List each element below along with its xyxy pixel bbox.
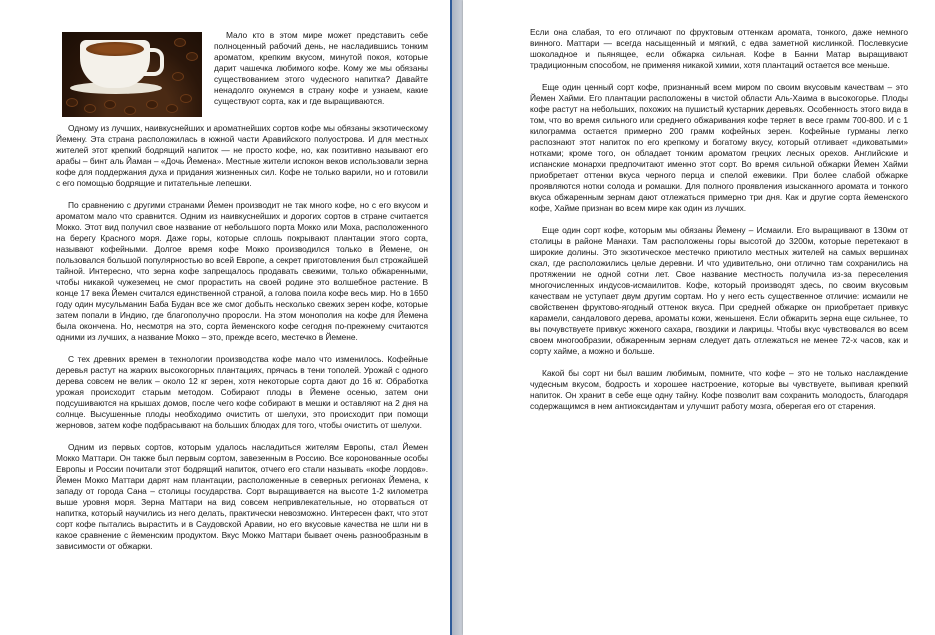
intro-paragraph: Мало кто в этом мире может представить себе полноценный рабочий день, не насладившись тонким ароматом, крепким вкусом, минутой покоя, которые дарит чашечка любимого кофе. Кому же мы обязаны существованием этого чудесного напитка? Давайте ненадолго окунемся в страну кофе и узнаем, какие существуют сорта, как и где выращиваются. (214, 30, 428, 106)
paragraph: Еще один сорт кофе, которым мы обязаны Йемену – Исмаили. Его выращивают в 130км от столицы в районе Манахи. Там расположены горы высотой до 3200м, которые перетекают в широкие долины. Это экзотическое местечко приютило местных жителей на самых вершинах скал, где расположились целые деревни. И что удивительно, они отлично там сохранились на протяжении не одной сотни лет. Свое название местность получила из-за переселения многочисленных индусов-исмаилитов. Кофе, который производят здесь, по своим вкусовым качествам не уступает двум другим сортам. Но у него есть существенное отличие: исмаили не свойственен фруктово-ягодный оттенок вкуса. При средней обжарке он приобретает привкус карамели, сандалового дерева, ароматы кожи, женьшеня. Если обжарить зерна еще сильнее, то вы почувствуете привкус жженого сахара, гвоздики и лакрицы. Чтобы вкус чувствовался во всем своем многообразии, обжаренным зернам следует дать отлежаться не менее 72-х часов, как и сорту хайме, а можно и больше. (530, 225, 908, 356)
paragraph: Какой бы сорт ни был вашим любимым, помните, что кофе – это не только наслаждение чудесным вкусом, бодрость и хорошее настроение, которые вы чувствуете, выпивая крепкий напиток. Он хранит в себе еще одну тайну. Кофе позволит вам сохранить молодость, благодаря содержащимся в нем антиоксидантам и улучшит работу мозга, оберегая его от старения. (530, 368, 908, 411)
paragraph: Еще один ценный сорт кофе, признанный всем миром по своим вкусовым качествам – это Йемен Хайми. Его плантации расположены в чистой области Аль-Хаима в высокогорье. Плоды кофе растут на небольших, похожих на пушистый кустарник деревьях. Особенность этого вида в том, что во время сильного или среднего обжаривания кофе теряет в весе грамм 700-800. И с 1 килограмма остается примерно 200 грамм кофейных зерен. Кофейные гурманы легко распознают этот напиток по его крепкому и богатому вкусу, который отливает «диковатыми» нотками; кроме того, он обладает тонким ароматом грецких лесных орехов. Английские и испанские монархи предпочитают именно этот сорт. Во время сильной обжарки Йемен Хайми приобретает оттенки вкуса черного перца и спелой ежевики. При более слабой обжарке проявляются нотки солода и ромашки. Для полного проявления изысканного аромата и тонкого вкуса обжаренным зернам дают отлежаться примерно три дня. Как и другие сорта йеменского кофе, Хайме признан во всем мире как один из лучших. (530, 82, 908, 213)
paragraph: По сравнению с другими странами Йемен производит не так много кофе, но с его вкусом и ароматом мало что сравнится. Одним из наивкуснейших и дорогих сортов в стране считается Мокко. Этот вид получил свое название от небольшого порта Мокко или Моха, расположенного на берегу Красного моря. Даже горы, которые сплошь покрывают плантации этого сорта, называют кофейными. Долгое время кофе Мокко производился только в Йемене, он пользовался большой популярностью во всей Европе, а секрет приготовления был строжайшей тайной. Интересно, что зерна кофе запрещалось продавать свежими, только обжаренными, чтобы никакой чужеземец не смог прорастить на своей родине это волшебное растение. В конце 17 века Йемен считался единственной страной, а голова поила кофе весь мир. Но в 1650 году один мусульманин Баба Будан все же смог добыть несколько свежих зерен кофе, которые затем попали в Индию, где благополучно проросли. На этом монополия на кофе для Йемена была окончена. Но, несмотря на это, сорта йеменского кофе сегодня по-прежнему считаются одними из лучших, а название Мокко – это, прежде всего, местечко в Йемене. (56, 200, 428, 342)
page-gutter (450, 0, 463, 635)
document-page-right (463, 0, 935, 635)
paragraph: Если она слабая, то его отличают по фруктовым оттенкам аромата, тонкого, даже немного винного. Маттари — всегда насыщенный и мягкий, с едва заметной кислинкой. Послевкусие шоколадное и пьянящее, если обжарка сильная. Кофе в Банни Матар выращивают традиционным способом, не применяя никакой химии, хотя плантаций остается все меньше. (530, 27, 908, 70)
paragraph: С тех древних времен в технологии производства кофе мало что изменилось. Кофейные деревья растут на жарких высокогорных плантациях, прячась в тени тополей. Урожай с одного дерева совсем не велик – около 12 кг зерен, хотя некоторые сорта дают до 16 кг. Обработка урожая происходит старым методом. Собирают плоды в Йемене осенью, затем они подсушиваются на крышах домов, после чего кофе собирают в мешки и оставляют на 2 дня на солнце. Высушенные плоды необходимо очистить от шелухи, это происходит при помощи жерновов, затем кофе подбрасывают на больших блюдах для того, чтобы очистить от шелухи. (56, 354, 428, 430)
right-column-text (530, 27, 908, 423)
paragraph: Одним из первых сортов, которым удалось насладиться жителям Европы, стал Йемен Мокко Маттари. Он также был первым сортом, завезенным в Россию. Все коронованные особы Европы и России почитали этот бодрящий напиток, отчего его стали называть «кофе лордов». Йемен Мокко Маттари дарят нам плантации, расположенные в северных регионах Йемена, к западу от города Сана – столицы государства. Сорт выращивается на высоте 1-2 километра выше уровня моря. Зерна Маттари на вид совсем непривлекательные, но оторваться от напитка, который научились из него делать, практически невозможно. Интересен факт, что этот сорт кофе пытались вырастить и в Саудовской Аравии, но его вкусовые качества не шли ни в какое сравнение с йеменским продуктом. Вкус Мокко Маттари бывает очень разнообразным в зависимости от обжарки. (56, 442, 428, 551)
coffee-cup-photo (62, 32, 202, 117)
left-column-text (56, 30, 428, 563)
paragraph: Одному из лучших, наивкуснейших и ароматнейших сортов кофе мы обязаны экзотическому Йемену. Эта страна расположилась в южной части Аравийского полуострова. И для местных жителей этот крепкий бодрящий напиток — не просто кофе, но, как позитивно называют его арабы – бинт аль Йаман – «Дочь Йемена». Местные жители испокон веков использовали зерна кофе для поддержания духа и придания жизненных сил. Кофе не только варили, но и готовили с его помощью бодрящие и питательные лепешки. (56, 123, 428, 188)
document-page-left (0, 0, 450, 635)
